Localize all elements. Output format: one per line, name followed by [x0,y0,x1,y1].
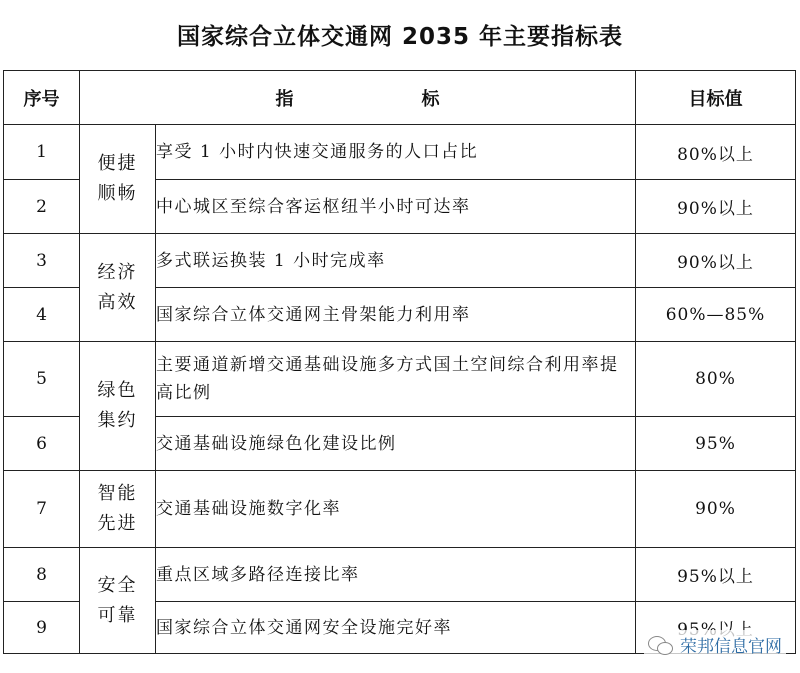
target-cell: 95%以上 [636,548,796,602]
indicator-cell: 国家综合立体交通网主骨架能力利用率 [156,288,636,342]
watermark [644,630,786,659]
table-row [4,471,796,548]
table-row [4,342,796,417]
category-cell [80,342,156,471]
category-line: 顺畅 [97,183,138,204]
header-indicator [80,71,636,125]
row-number: 2 [4,180,80,234]
row-number: 9 [4,602,80,654]
page-title: 国家综合立体交通网 2035 年主要指标表 [176,24,624,50]
category-line: 集约 [97,410,138,431]
category-cell [80,234,156,342]
row-number: 5 [4,342,80,417]
table-row [4,548,796,602]
row-number: 1 [4,125,80,180]
indicator-cell: 国家综合立体交通网安全设施完好率 [156,602,636,654]
indicator-cell: 重点区域多路径连接比率 [156,548,636,602]
row-number: 7 [4,471,80,548]
row-number: 3 [4,234,80,288]
target-cell: 95% [636,417,796,471]
table-row [4,234,796,288]
target-cell: 80% [636,342,796,417]
header-indicator-char-1: 指 [275,88,294,110]
category-cell [80,125,156,234]
target-cell: 90%以上 [636,234,796,288]
indicator-cell: 享受 1 小时内快速交通服务的人口占比 [156,125,636,180]
header-target: 目标值 [636,71,796,125]
category-line: 安全 [97,574,138,596]
indicator-cell: 交通基础设施数字化率 [156,471,636,548]
category-line: 先进 [97,513,138,534]
watermark-text: 荣邦信息官网 [680,637,782,657]
category-line: 智能 [97,483,138,504]
category-line: 绿色 [97,380,138,401]
table-row [4,125,796,180]
header-seq: 序号 [4,71,80,125]
target-cell: 90%以上 [636,180,796,234]
indicator-cell: 多式联运换装 1 小时完成率 [156,234,636,288]
row-number: 6 [4,417,80,471]
category-cell [80,471,156,548]
category-line: 经济 [97,261,138,283]
category-line: 便捷 [97,153,138,174]
table-header-row [4,71,796,125]
row-number: 8 [4,548,80,602]
target-cell: 90% [636,471,796,548]
header-indicator-char-2: 标 [421,88,440,110]
indicator-table [3,70,796,654]
target-cell: 80%以上 [636,125,796,180]
indicator-cell: 中心城区至综合客运枢纽半小时可达率 [156,180,636,234]
indicator-cell: 交通基础设施绿色化建设比例 [156,417,636,471]
category-line: 高效 [97,291,138,313]
wechat-icon [648,634,674,656]
category-line: 可靠 [97,604,138,626]
row-number: 4 [4,288,80,342]
category-cell [80,548,156,654]
indicator-cell: 主要通道新增交通基础设施多方式国土空间综合利用率提高比例 [156,342,636,417]
target-cell: 60%—85% [636,288,796,342]
